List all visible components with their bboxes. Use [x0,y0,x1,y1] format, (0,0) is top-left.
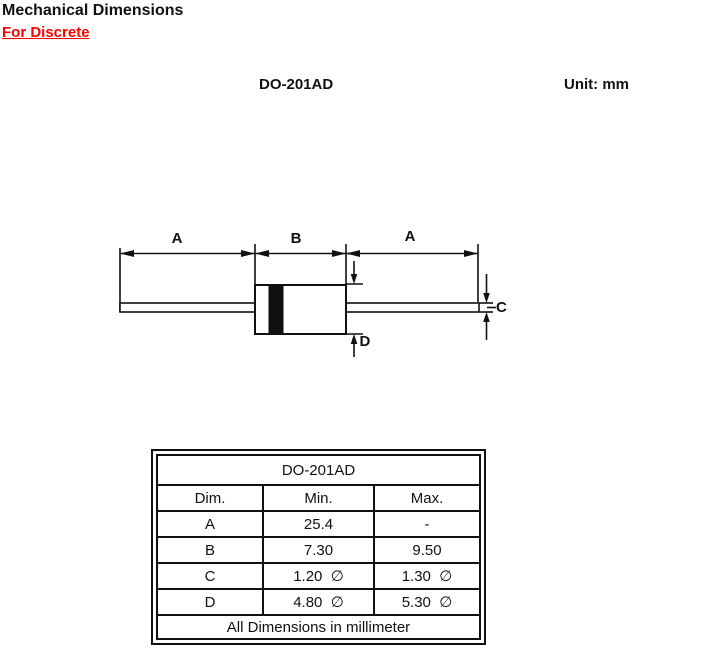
table-row [157,589,480,615]
table-row [157,563,480,589]
label-dim-a-left: A [171,230,183,247]
cell-dim: D [157,589,263,615]
lead-right [346,303,479,312]
cell-dim: B [157,537,263,563]
col-header-dim: Dim. [157,485,263,511]
table-row [157,511,480,537]
cell-dim: C [157,563,263,589]
cathode-band [269,286,284,333]
table-title: DO-201AD [157,455,480,485]
label-dim-c: C [496,299,507,316]
cell-max: 1.30 ∅ [374,563,480,589]
table-title-row [157,455,480,485]
dimension-c [479,274,496,340]
cell-dim: A [157,511,263,537]
label-dim-d: D [359,333,371,350]
cell-max: 5.30 ∅ [374,589,480,615]
unit-label: Unit: mm [564,76,629,93]
label-dim-b: B [290,230,302,247]
col-header-max: Max. [374,485,480,511]
for-discrete-link[interactable]: For Discrete [2,24,90,41]
cell-min: 25.4 [263,511,374,537]
label-dim-a-right: A [404,228,416,245]
cell-min: 7.30 [263,537,374,563]
page-title: Mechanical Dimensions [2,2,184,19]
cell-min: 4.80 ∅ [263,589,374,615]
table-footer-row [157,615,480,639]
cell-min: 1.20 ∅ [263,563,374,589]
package-outline-diagram [95,215,520,370]
package-name-heading: DO-201AD [259,76,334,93]
col-header-min: Min. [263,485,374,511]
table-footer-note: All Dimensions in millimeter [157,615,480,639]
table-header-row [157,485,480,511]
dimensions-table [151,449,486,645]
lead-left [120,303,255,312]
cell-max: - [374,511,480,537]
table-row [157,537,480,563]
cell-max: 9.50 [374,537,480,563]
